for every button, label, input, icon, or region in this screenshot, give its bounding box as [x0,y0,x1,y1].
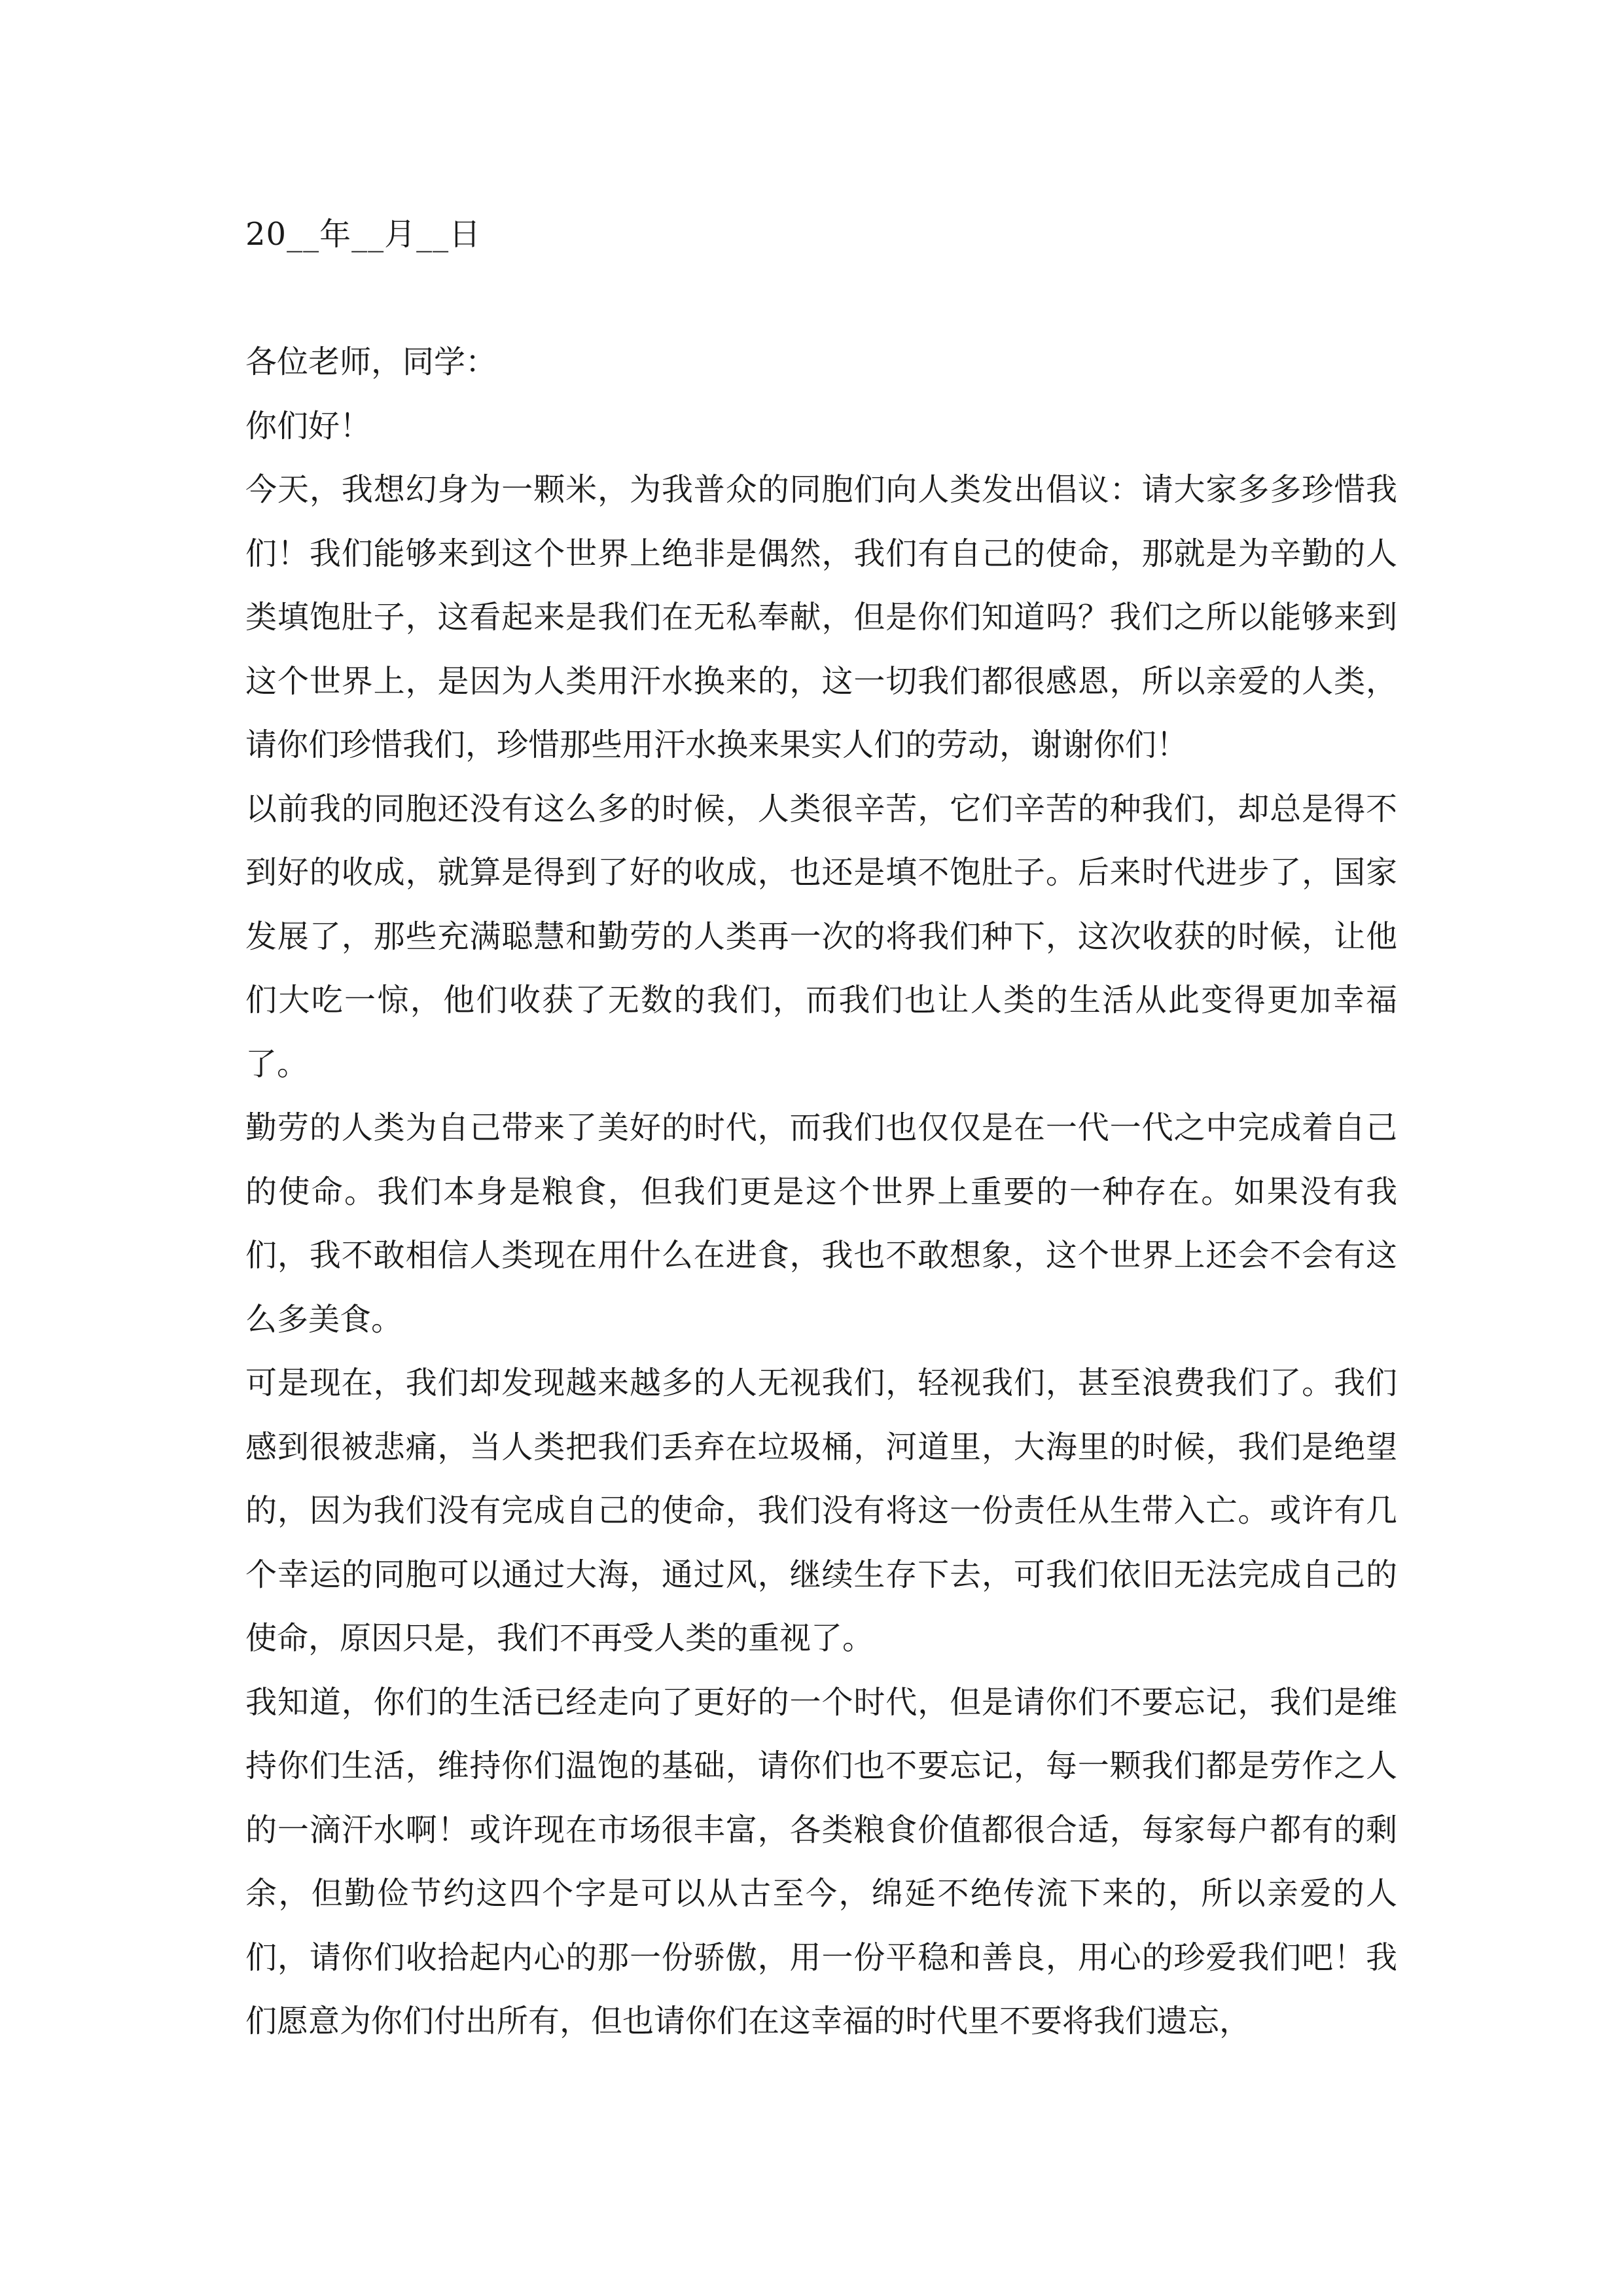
salutation: 各位老师，同学： [245,344,497,380]
greeting: 你们好！ [245,407,372,444]
paragraph-1: 今天，我想幻身为一颗米，为我普众的同胞们向人类发出倡议：请大家多多珍惜我们！我们能够来到这个世界上绝非是偶然，我们有自己的使命，那就是为辛勤的人类填饱肚子，这看起来是我们在无私奉献，但是你们知道吗？我们之所以能够来到这个世界上，是因为人类用汗水换来的，这一切我们都很感恩，所以亲爱的人类，请你们珍惜我们，珍惜那些用汗水换来果实人们的劳动，谢谢你们！ [245,471,1397,763]
paragraph-2: 以前我的同胞还没有这么多的时候，人类很辛苦，它们辛苦的种我们，却总是得不到好的收成，就算是得到了好的收成，也还是填不饱肚子。后来时代进步了，国家发展了，那些充满聪慧和勤劳的人类再一次的将我们种下，这次收获的时候，让他们大吃一惊，他们收获了无数的我们，而我们也让人类的生活从此变得更加幸福了。 [245,790,1397,1083]
document-date: 20__年__月__日 [245,216,482,253]
blank-line [245,267,1397,331]
paragraph-4: 可是现在，我们却发现越来越多的人无视我们，轻视我们，甚至浪费我们了。我们感到很被悲痛，当人类把我们丢弃在垃圾桶，河道里，大海里的时候，我们是绝望的，因为我们没有完成自己的使命，我们没有将这一份责任从生带入亡。或许有几个幸运的同胞可以通过大海，通过风，继续生存下去，可我们依旧无法完成自己的使命，原因只是，我们不再受人类的重视了。 [245,1365,1397,1657]
paragraph-3: 勤劳的人类为自己带来了美好的时代，而我们也仅仅是在一代一代之中完成着自己的使命。我们本身是粮食，但我们更是这个世界上重要的一种存在。如果没有我们，我不敢相信人类现在用什么在进食，我也不敢想象，这个世界上还会不会有这么多美食。 [245,1109,1397,1338]
paragraph-5: 我知道，你们的生活已经走向了更好的一个时代，但是请你们不要忘记，我们是维持你们生活，维持你们温饱的基础，请你们也不要忘记，每一颗我们都是劳作之人的一滴汗水啊！或许现在市场很丰富，各类粮食价值都很合适，每家每户都有的剩余，但勤俭节约这四个字是可以从古至今，绵延不绝传流下来的，所以亲爱的人们，请你们收拾起内心的那一份骄傲，用一份平稳和善良，用心的珍爱我们吧！我们愿意为你们付出所有，但也请你们在这幸福的时代里不要将我们遗忘， [245,1683,1397,2039]
document-body [245,203,1397,2054]
